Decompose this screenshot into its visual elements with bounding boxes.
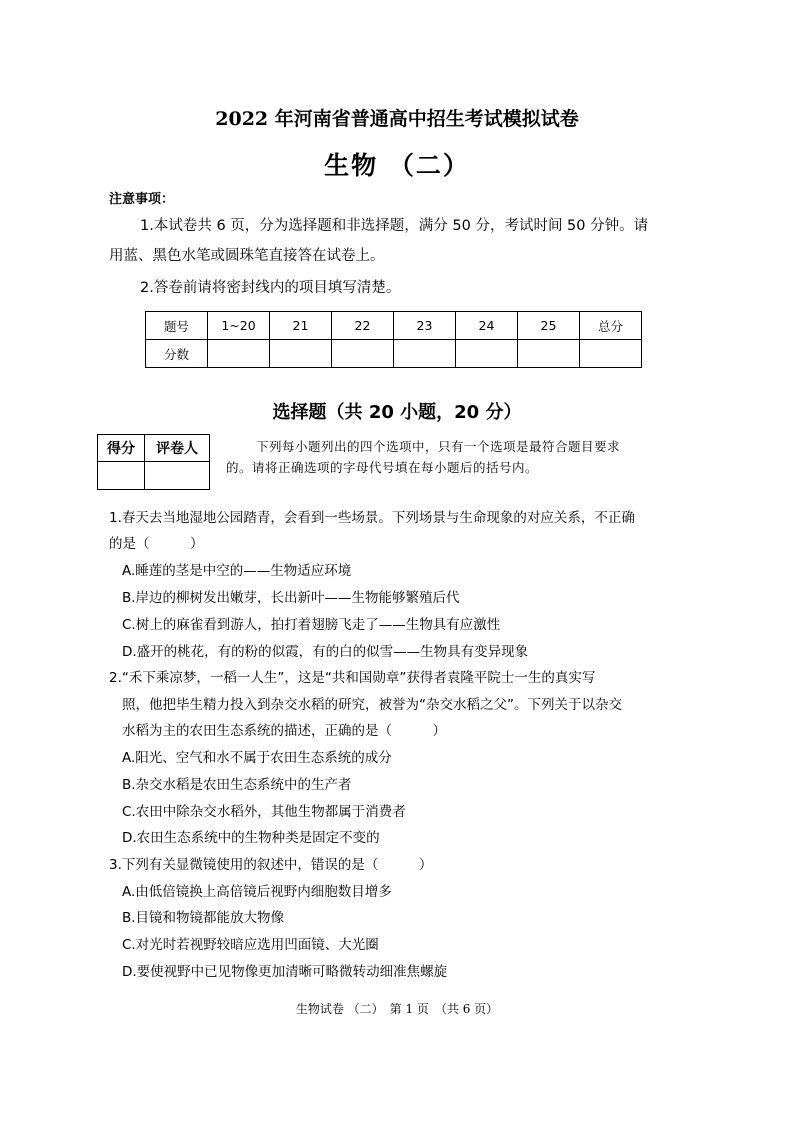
question-3-option-d: D.要使视野中已见物像更加清晰可略微转动细准焦螺旋 xyxy=(122,964,448,980)
question-1-stem-line-1: 1.春天去当地湿地公园踏青，会看到一些场景。下列场景与生命现象的对应关系，不正确 xyxy=(109,510,635,526)
question-1-stem-line-2: 的是（ ） xyxy=(109,536,204,552)
score-cell[interactable] xyxy=(394,340,456,368)
score-header-cell: 1~20 xyxy=(208,312,270,340)
score-label: 得分 xyxy=(98,435,145,462)
notes-item-1-line-2: 用蓝、黑色水笔或圆珠笔直接答在试卷上。 xyxy=(109,248,385,264)
section-instruction-line-2: 的。请将正确选项的字母代号填在每小题后的括号内。 xyxy=(226,460,539,475)
question-2-option-b: B.杂交水稻是农田生态系统中的生产者 xyxy=(122,777,352,793)
score-table-header-row xyxy=(146,312,642,340)
question-3-option-a: A.由低倍镜换上高倍镜后视野内细胞数目增多 xyxy=(122,884,392,900)
notes-item-2: 2.答卷前请将密封线内的项目填写清楚。 xyxy=(140,280,401,296)
page-footer: 生物试卷 （二） 第 1 页 （共 6 页） xyxy=(295,1002,499,1016)
question-3-option-b: B.目镜和物镜都能放大物像 xyxy=(122,910,285,926)
question-1-option-a: A.睡莲的茎是中空的——生物适应环境 xyxy=(122,563,352,579)
score-header-cell: 21 xyxy=(270,312,332,340)
exam-title: 2022 年河南省普通高中招生考试模拟试卷 xyxy=(215,108,579,130)
score-header-cell: 题号 xyxy=(146,312,208,340)
question-3-stem: 3.下列有关显微镜使用的叙述中，错误的是（ ） xyxy=(109,857,433,873)
score-cell[interactable] xyxy=(580,340,642,368)
score-cell[interactable] xyxy=(208,340,270,368)
score-cell[interactable] xyxy=(270,340,332,368)
question-2-stem-line-1: 2.“禾下乘凉梦，一稻一人生”，这是“共和国勋章”获得者袁隆平院士一生的真实写 xyxy=(109,670,596,686)
score-header-cell: 25 xyxy=(518,312,580,340)
score-cell[interactable] xyxy=(456,340,518,368)
subject-title: 生物 （二） xyxy=(324,151,470,180)
score-table-score-row xyxy=(146,340,642,368)
notes-heading: 注意事项： xyxy=(109,192,175,207)
question-1-option-d: D.盛开的桃花，有的粉的似霞，有的白的似雪——生物具有变异现象 xyxy=(122,644,529,660)
question-2-option-d: D.农田生态系统中的生物种类是固定不变的 xyxy=(122,830,380,846)
score-header-cell: 24 xyxy=(456,312,518,340)
score-cell[interactable] xyxy=(518,340,580,368)
section-title: 选择题（共 20 小题，20 分） xyxy=(272,402,522,423)
score-entry-cell[interactable] xyxy=(98,462,145,490)
score-cell[interactable] xyxy=(332,340,394,368)
score-header-cell: 总分 xyxy=(580,312,642,340)
question-3-option-c: C.对光时若视野较暗应选用凹面镜、大光圈 xyxy=(122,937,379,953)
grader-entry-cell[interactable] xyxy=(145,462,210,490)
question-2-option-a: A.阳光、空气和水不属于农田生态系统的成分 xyxy=(122,750,392,766)
score-header-cell: 22 xyxy=(332,312,394,340)
notes-item-1-line-1: 1.本试卷共 6 页，分为选择题和非选择题，满分 50 分，考试时间 50 分钟。请 xyxy=(140,218,649,234)
score-table xyxy=(145,311,642,368)
grader-box xyxy=(97,434,210,490)
question-2-option-c: C.农田中除杂交水稻外，其他生物都属于消费者 xyxy=(122,804,406,820)
grader-label: 评卷人 xyxy=(145,435,210,462)
score-row-label: 分数 xyxy=(146,340,208,368)
question-1-option-b: B.岸边的柳树发出嫩芽，长出新叶——生物能够繁殖后代 xyxy=(122,590,460,606)
question-1-option-c: C.树上的麻雀看到游人，拍打着翅膀飞走了——生物具有应激性 xyxy=(122,617,501,633)
section-instruction-line-1: 下列每小题列出的四个选项中，只有一个选项是最符合题目要求 xyxy=(256,439,621,454)
question-2-stem-line-2: 照，他把毕生精力投入到杂交水稻的研究，被誉为“杂交水稻之父”。下列关于以杂交 xyxy=(122,697,622,713)
question-2-stem-line-3: 水稻为主的农田生态系统的描述，正确的是（ ） xyxy=(122,723,446,739)
score-header-cell: 23 xyxy=(394,312,456,340)
